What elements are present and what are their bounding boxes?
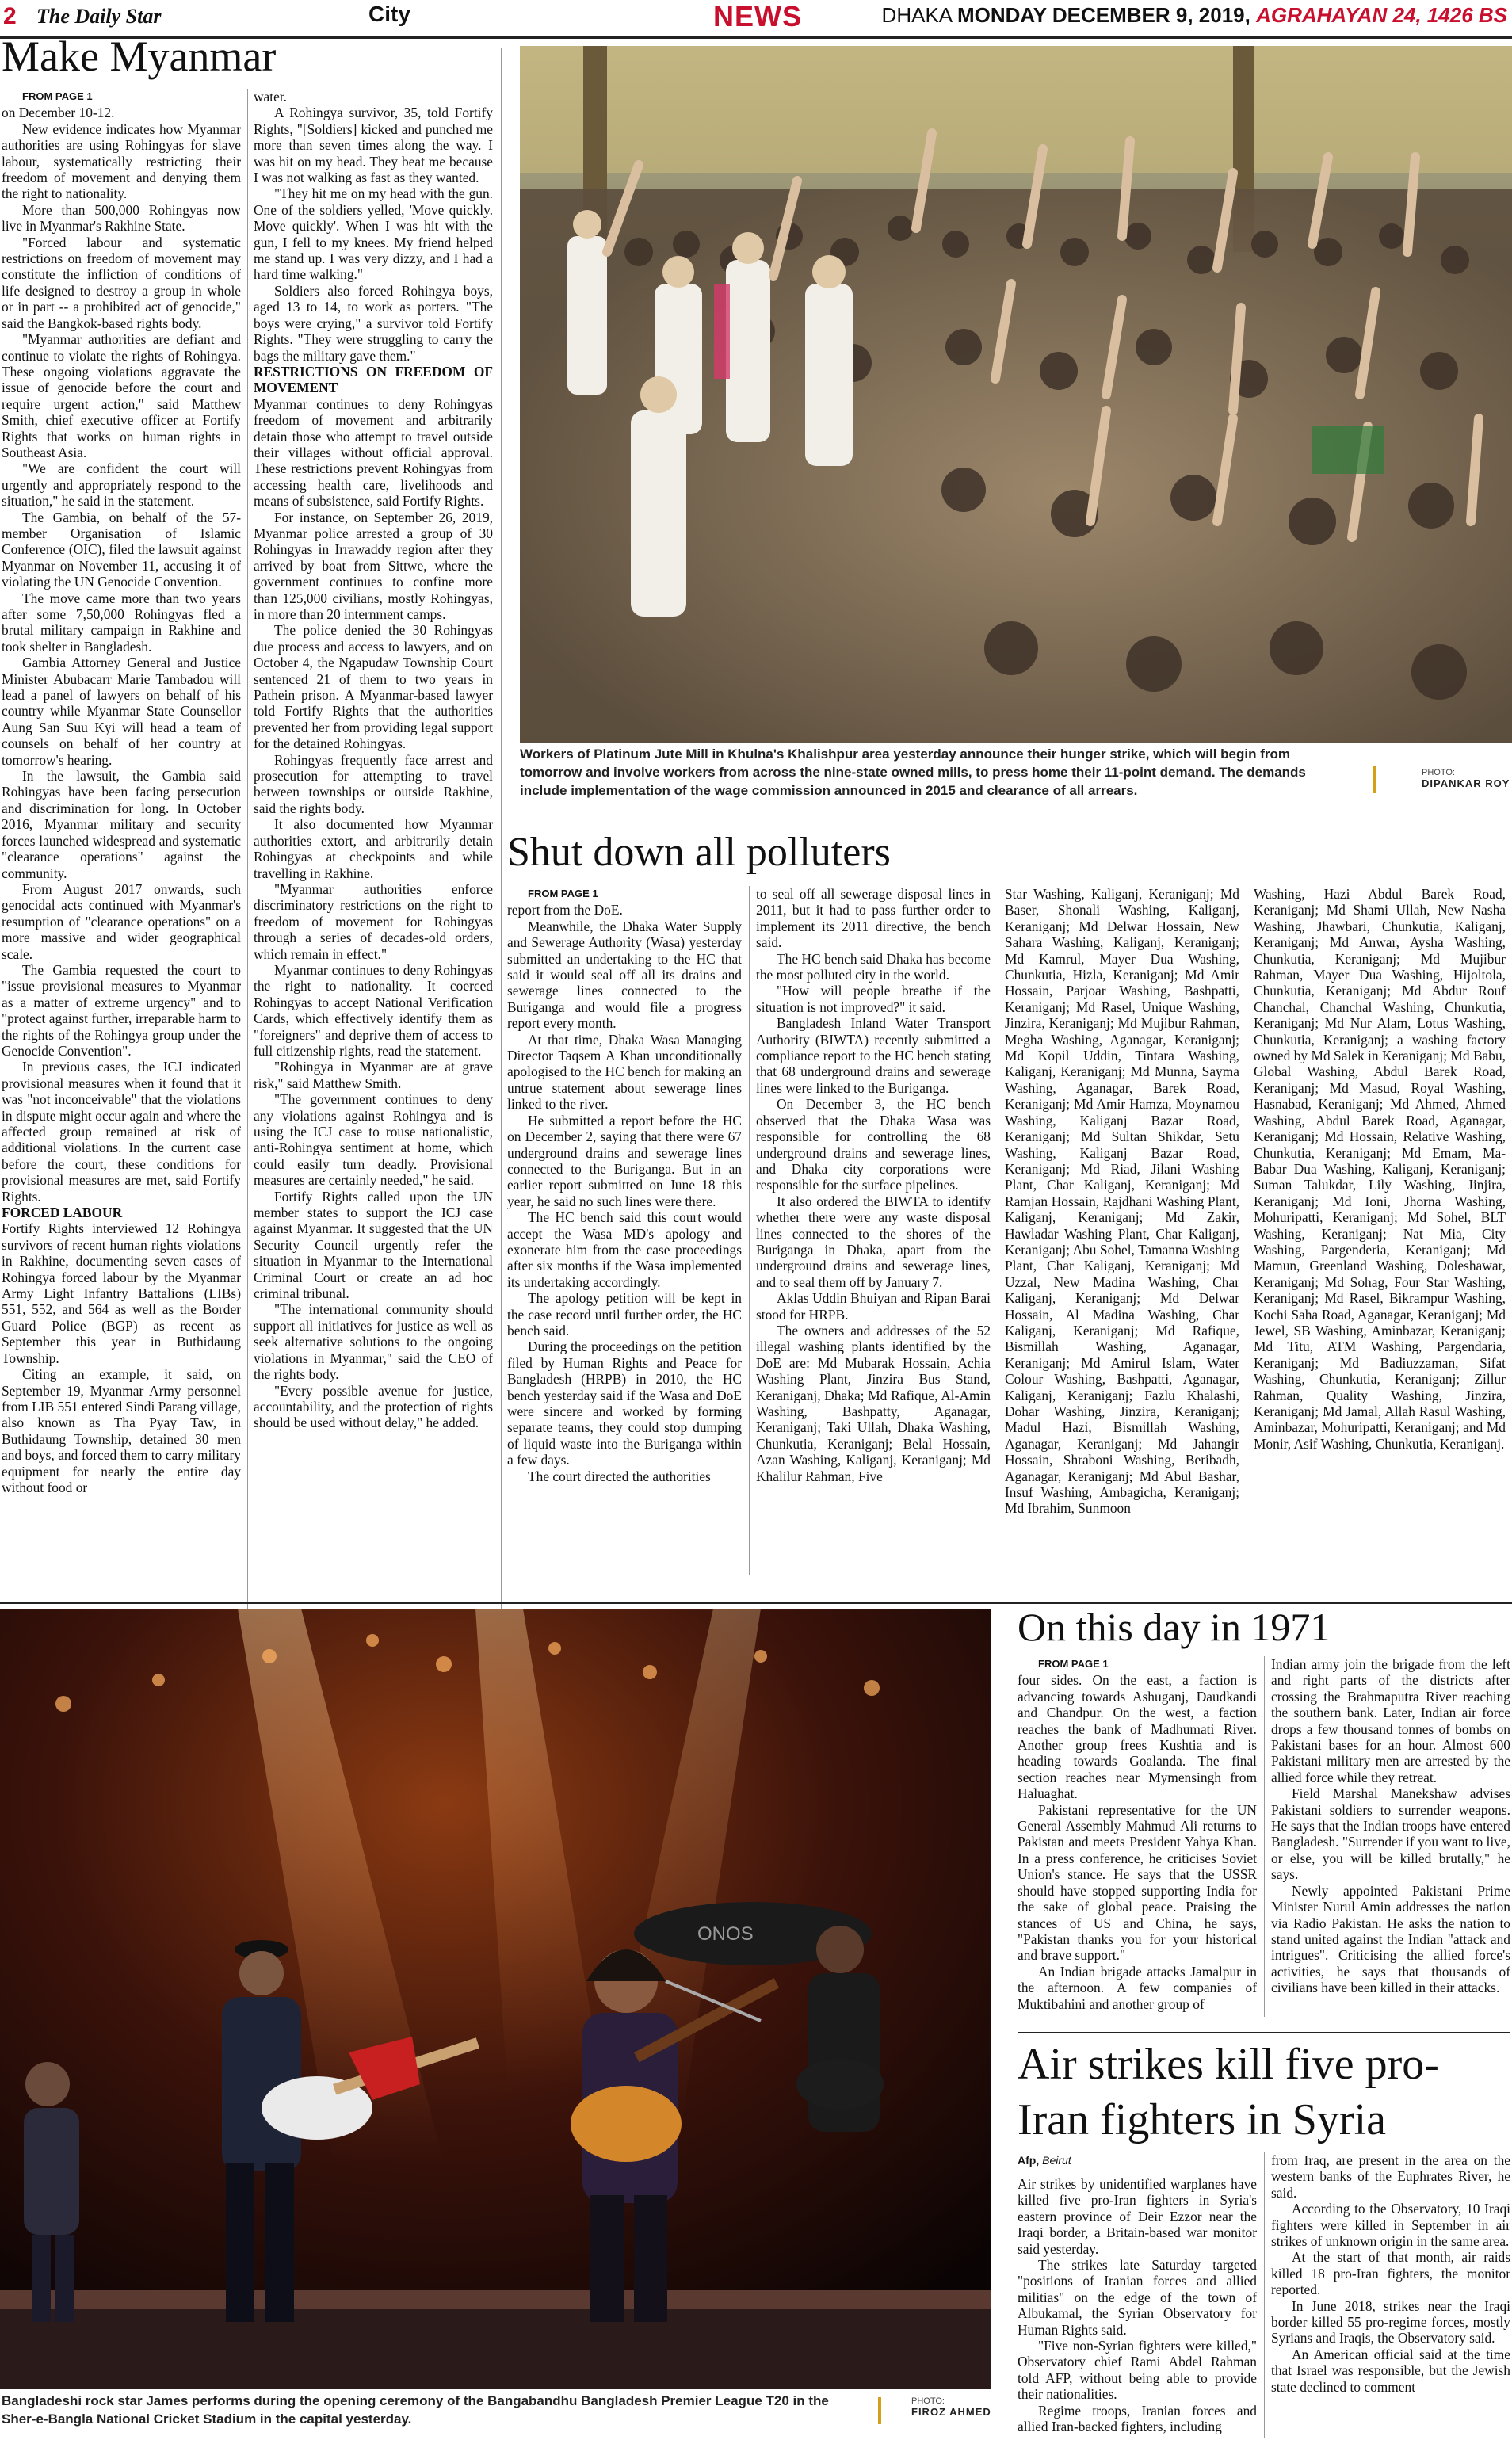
paragraph: On December 3, the HC bench observed that the Dhaka Wasa was responsible for controlling the 68 underground drains and sewerage lines, and Dhaka city corporations were responsible for the surface pipelines. [756,1096,991,1193]
credit-label: PHOTO: [1422,768,1455,777]
column-rule [749,886,750,1575]
syria-byline [1018,2154,1071,2167]
column-rule [1264,2152,1265,2438]
polluters-column-4 [1254,886,1506,1579]
paragraph: Aklas Uddin Bhuiyan and Ripan Barai stood for HRPB. [756,1290,991,1323]
paragraph: Citing an example, it said, on September 19, Myanmar Army personnel from LIB 551 entered Sindi Parang village, also known as Tha Pyay Taw, in Buthidaung Township, detained 30 men and boys, and forced them to carry military equipment for nearly the entire day without food or [2,1366,241,1495]
syria-column-1 [1018,2176,1257,2438]
paragraph: An American official said at the time that Israel was responsible, but the Jewish state declined to comment [1271,2346,1510,2395]
paragraph: Pakistani representative for the UN General Assembly Mahmud Ali returns to Pakistan and meets President Yahya Khan. In a press conference, he criticises Soviet Union's stance. He says that the USSR should have stopped supporting India for the sake of global peace. Praising the stances of US and China, he says, "Pakistan thanks you for your historical and brave support." [1018,1801,1257,1964]
paragraph: The Gambia requested the court to "issue provisional measures to Myanmar as a matter of extreme urgency" and to "protect against further, irreparable harm to the rights of the Rohingya group under the Genocide Convention". [2,961,241,1059]
dateline-city: DHAKA [881,3,952,27]
paragraph: "Myanmar authorities are defiant and continue to violate the rights of Rohingya. These ongoing violations aggravate the issue of genocide before the court and require urgent action," said Matthew Smith, chief executive officer at Fortify Rights that works on human rights in Southeast Asia. [2,331,241,460]
paragraph: For instance, on September 26, 2019, Myanmar police arrested a group of 30 Rohingyas in Irrawaddy region after they arrived by boat from Sittwe, where the government continues to confine more than 125,000 civilians, mostly Rohingyas, in more than 20 internment camps. [254,509,493,622]
page-number: 2 [3,3,17,29]
paragraph: Fortify Rights called upon the UN member states to support the ICJ case against Myanmar. It suggested that the UN Security Council urgently refer the situation in Myanmar to the International Criminal Court or create an ad hoc criminal tribunal. [254,1188,493,1302]
photo-credit [911,2396,991,2419]
syria-headline [1018,2037,1439,2148]
paragraph: A Rohingya survivor, 35, told Fortify Rights, "[Soldiers] kicked and punched me more than seven times along the way. I was hit on my head. They beat me because I was not walking as fast as they wanted. [254,105,493,186]
paragraph: The HC bench said this court would accept the Wasa MD's apology and exonerate him from the case proceedings after six months if the Wasa implemented its undertaking accordingly. [507,1209,742,1290]
paragraph: "The government continues to deny any violations against Rohingya and is using the ICJ case to rouse nationalistic, anti-Rohingya sentiment at home, which could easily turn deadly. Provisional measures are certainly needed," he said. [254,1091,493,1189]
paragraph: Meanwhile, the Dhaka Water Supply and Sewerage Authority (Wasa) yesterday submitted an undertaking to the HC that said it would seal off all its drains and sewerage lines connected to the Buriganga and would file a progress report every month. [507,918,742,1032]
masthead-logo: The Daily Star [36,5,162,28]
paragraph: Myanmar continues to deny Rohingyas freedom of movement and arbitrarily detain those who attempt to travel outside their villages without official approval. These restrictions prevent Rohingyas from accessing health care, livelihoods and means of subsistence, said Fortify Rights. [254,395,493,510]
polluters-column-1 [507,886,742,1579]
paragraph: "Five non-Syrian fighters were killed," Observatory chief Rami Abdel Rahman told AFP, without being able to provide their nationalities. [1018,2338,1257,2403]
byline-agency: Afp, [1018,2154,1040,2167]
paragraph: Air strikes by unidentified warplanes have killed five pro-Iran fighters in Syria's eastern province of Deir Ezzor near the Iraqi border, a Britain-based war monitor said yesterday. [1018,2176,1257,2257]
paragraph: It also ordered the BIWTA to identify whether there were any waste disposal lines connected to the shores of the Buriganga in Dhaka, apart from the underground drains and sewerage lines, and to seal them off by January 7. [756,1193,991,1290]
paragraph: "Every possible avenue for justice, accountability, and the protection of rights should be used without delay," he added. [254,1382,493,1431]
paragraph: "Rohingya in Myanmar are at grave risk," said Matthew Smith. [254,1059,493,1091]
paragraph: In the lawsuit, the Gambia said Rohingyas have been facing persecution and discrimination for long. In October 2016, Myanmar military and security forces launched widespread and systematic "clearance operations" against the community. [2,768,241,881]
polluters-headline: Shut down all polluters [507,830,891,875]
paragraph: Field Marshal Manekshaw advises Pakistani soldiers to surrender weapons. He says that the Indian troops have entered Bangladesh. "Surrender if you want to live, or else, you will be killed brutally," he says. [1271,1785,1510,1883]
concert-photo [0,1609,991,2389]
dateline [882,3,1507,28]
column-rule [1264,1656,1265,2017]
paragraph: The Gambia, on behalf of the 57-member Organisation of Islamic Conference (OIC), filed the lawsuit against Myanmar on November 11, accusing it of violating the UN Genocide Convention. [2,509,241,590]
byline-place: Beirut [1042,2154,1071,2167]
paragraph: An Indian brigade attacks Jamalpur in the afternoon. A few companies of Muktibahini and another group of [1018,1963,1257,2012]
paragraph: to seal off all sewerage disposal lines in 2011, but it had to pass further order to implement its 2011 directive, the bench said. [756,886,991,951]
news-label: NEWS [713,0,802,32]
paragraph: Washing, Hazi Abdul Barek Road, Keraniganj; Md Shami Ullah, New Nasha Washing, Jhawbari, Chunkutia, Kaliganj, Keraniganj; Md Anwar, Aysha Washing, Chunkutia, Keraniganj; Md Mujibur Rahman, Mayer Dua Washing, Hijoltola, Chunkutia, Keraniganj; Md Abdur Rouf Chanchal, Chanchal Washing, Chunkutia, Keraniganj; Md Nur Alam, Lotus Washing, Chunkutia, Keraniganj; a washing factory owned by Md Salek in Keraniganj; Md Babu, Global Washing, Abdul Barek Road, Keraniganj; Md Masud, Royal Washing, Hasnabad, Keraniganj; Md Ahmed, Ahmed Washing, Abdul Barek Road, Aganagar, Keraniganj; Md Hossain, Relative Washing, Chunkutia, Keraniganj; Md Emam, Ma-Babar Dua Washing, Kaliganj, Keraniganj; Suman Talukdar, Lily Washing, Jinjira, Keraniganj; Md Ioni, Jhorna Washing, Mohuripatti, Keraniganj; Md Sohel, BLT Washing, Keraniganj; Nat Mia, City Washing, Pargenderia, Keraniganj; Md Mamun, Greenland Washing, Doleshawar, Keraniganj; Md Sohag, Four Star Washing, Keraniganj; Md Rasel, Bikrampur Washing, Kochi Saha Road, Aganagar, Keraniganj; Md Jewel, SB Washing, Aminbazar, Keraniganj; Md Titu, ATM Washing, Pargendaria, Keraniganj; Md Badiuzzaman, Sifat Washing, Chunkutia, Keraniganj; Zillur Rahman, Quality Washing, Jinzira, Keraniganj; Md Jamal, Allah Rasul Washing, Aminbazar, Mohuripatti, Keraniganj; and Md Monir, Asif Washing, Chunkutia, Keraniganj. [1254,886,1506,1452]
paragraph: The owners and addresses of the 52 illegal washing plants identified by the DoE are: Md Mubarak Hossain, Achia Washing Plant, Jinzira Bus Stand, Keraniganj, Dhaka; Md Rafique, Al-Amin Washing, Bashpatty, Aganagar, Keraniganj; Taki Ullah, Dhaka Washing, Chunkutia, Keraniganj; Belal Hossain, Azan Washing, Kaliganj, Keraniganj; Md Khalilur Rahman, Five [756,1322,991,1484]
paragraph: During the proceedings on the petition filed by Human Rights and Peace for Bangladesh (HRPB) in 2010, the HC bench yesterday said if the Wasa and DoE were sincere and worked by forming separate teams, they could stop dumping of liquid waste into the Buriganga within a few days. [507,1338,742,1468]
paragraph: from Iraq, are present in the area on the western banks of the Euphrates River, he said. [1271,2152,1510,2201]
paragraph: Soldiers also forced Rohingya boys, aged 13 to 14, to work as porters. "The boys were crying," a survivor told Fortify Rights. "They were struggling to carry the bags the military gave them." [254,282,493,364]
drum-brand-text: ONOS [697,1923,754,1945]
paragraph: Myanmar continues to deny Rohingyas the right to nationality. It coerced Rohingyas to accept National Verification Cards, which effectively identify them as "foreigners" and deprive them of access to full citizenship rights, read the statement. [254,961,493,1059]
syria-column-2 [1271,2152,1510,2438]
paragraph: four sides. On the east, a faction is advancing towards Ashuganj, Daudkandi and Chandpur. On the west, a faction reaches the bank of Madhumati River. Another group frees Kushtia and is heading towards Goalanda. The final section reaches near Mymensingh from Haluaghat. [1018,1672,1257,1802]
paragraph: "They hit me on my head with the gun. One of the soldiers yelled, 'Move quickly. Move quickly'. When I was hit with the gun, I fell to my knees. My friend helped me stand up. I was very dizzy, and I had a hard time walking." [254,185,493,283]
paragraph: water. [254,89,288,105]
syria-headline-line-2: Iran fighters in Syria [1018,2095,1386,2144]
polluters-column-2 [756,886,991,1579]
dateline-date: MONDAY DECEMBER 9, 2019, [956,3,1250,27]
paragraph: He submitted a report before the HC on December 2, saying that there were 67 underground drains and sewerage lines connected to the Buriganga. But in an earlier report submitted on June 18 this year, he said no such lines were there. [507,1112,742,1209]
subheading: RESTRICTIONS ON FREEDOM OF MOVEMENT [254,363,493,396]
paragraph: Newly appointed Pakistani Prime Minister Nurul Amin addresses the nation via Radio Pakistan. He asks the nation to stand united against the Indian "attack and intrigues". Criticising the allied force's activities, he says that thousands of civilians have been killed in their attacks. [1271,1882,1510,1996]
paragraph: report from the DoE. [507,902,623,918]
dateline-bangla: AGRAHAYAN 24, 1426 BS [1256,3,1507,27]
paragraph: on December 10-12. [2,105,115,121]
paragraph: Indian army join the brigade from the left and right parts of the districts after crossing the Brahmaputra River reaching the southern bank. Later, Indian air force drops a few thousand tonnes of bombs on Pakistani bases for an hour. Almost 600 Pakistani military men are arrested by the allied force while they retreat. [1271,1656,1510,1785]
concert-photo-caption: Bangladeshi rock star James performs during the opening ceremony of the Bangabandhu Bangladesh Premier League T20 in the Sher-e-Bangla National Cricket Stadium in the capital yesterday. [2,2393,829,2427]
paragraph: "How will people breathe if the situation is not improved?" it said. [756,983,991,1015]
paragraph: Regime troops, Iranian forces and allied Iran-backed fighters, including [1018,2402,1257,2435]
paragraph: In previous cases, the ICJ indicated provisional measures when it found that it was "not inconceivable" that the violations in dispute might occur again and where the affected group remained at risk of additional violations. In the current case before the court, these conditions for provisional measures are met, said Fortify Rights. [2,1059,241,1205]
onthisday-headline: On this day in 1971 [1018,1605,1331,1649]
from-page-label: FROM PAGE 1 [1038,1658,1109,1670]
paragraph: Rohingyas frequently face arrest and prosecution for attempting to travel between townships or outside Rakhine, said the rights body. [254,751,493,816]
paragraph: The apology petition will be kept in the case record until further order, the HC bench said. [507,1290,742,1338]
column-rule [247,89,248,1666]
paragraph: "Myanmar authorities enforce discriminatory restrictions on the right to freedom of movement for Rohingyas through a series of decades-old orders, which remain in effect." [254,880,493,962]
credit-label: PHOTO: [911,2396,945,2406]
paragraph: From August 2017 onwards, such genocidal acts continued with Myanmar's resumption of "clearance operations" on a more massive and wider geographical scale. [2,880,241,962]
paragraph: It also documented how Myanmar authorities extort, and arbitrarily detain Rohingyas at checkpoints and while travelling in Rakhine. [254,816,493,881]
myanmar-headline: Make Myanmar [2,32,277,80]
jute-workers-photo [520,46,1512,743]
paragraph: "We are confident the court will urgently and appropriately respond to the situation," he said in the statement. [2,460,241,510]
paragraph: New evidence indicates how Myanmar authorities are using Rohingyas for slave labour, systematically restricting their freedom of movement and denying them the right to nationality. [2,120,241,202]
paragraph: The court directed the authorities [528,1468,711,1484]
subheading: FORCED LABOUR [2,1205,123,1221]
paragraph: Star Washing, Kaliganj, Keraniganj; Md Baser, Shonali Washing, Kaliganj, Keraniganj; Md Delwar Hossain, New Sahara Washing, Kaliganj, Keraniganj; Md Kamrul, Mayer Dua Washing, Chunkutia, Hizla, Keraniganj; Md Amir Hossain, Parjoar Washing, Bashpatti, Keraniganj; Md Rasel, Unique Washing, Jinzira, Keraniganj; Md Mujibur Rahman, Megha Washing, Aganagar, Keraniganj; Md Kopil Uddin, Tintara Washing, Kaliganj, Keraniganj; Md Munna, Sayma Washing, Aganagar, Barek Road, Keraniganj; Md Amir Hamza, Moynamou Washing, Kaliganj Bazar Road, Keraniganj; Md Sultan Shikdar, Setu Washing, Kaliganj Bazar Road, Keraniganj; Md Riad, Jilani Washing Plant, Char Kaliganj, Keraniganj; Md Ramjan Hossain, Rajdhani Washing Plant, Kaliganj, Keraniganj; Md Zakir, Hawladar Washing Plant, Char Kaliganj, Keraniganj; Abu Sohel, Tamanna Washing Plant, Char Kaliganj, Keraniganj; Md Uzzal, New Madina Washing, Char Kaliganj, Keraniganj; Md Delwar Hossain, Al Madina Washing, Char Kaliganj, Keraniganj; Md Rafique, Bismillah Washing, Aganagar, Keraniganj; Md Amirul Islam, Water Colour Washing, Bashpatti, Aganagar, Kaliganj, Keraniganj; Fazlu Khalashi, Dohar Washing, Jinzira, Keraniganj; Madul Hazi, Bismillah Washing, Aganagar, Keraniganj; Md Jahangir Hossain, Shraboni Washing, Beribadh, Aganagar, Keraniganj; Md Abul Bashar, Insuf Washing, Ambagicha, Keraniganj; Md Ibrahim, Sunmoon [1005,886,1239,1517]
paragraph: "The international community should support all initiatives for justice as well as seek alternative solutions to the ongoing violations in Myanmar," said the CEO of the rights body. [254,1301,493,1383]
myanmar-column-2 [254,89,493,1670]
onthisday-column-2 [1271,1656,1510,2021]
paragraph: The strikes late Saturday targeted "positions of Iranian forces and allied militias" on the edge of the town of Albukamal, the Syrian Observatory for Human Rights said. [1018,2257,1257,2338]
credit-marker [1373,766,1376,793]
credit-name: DIPANKAR ROY [1422,777,1510,789]
paragraph: "Forced labour and systematic restrictions on freedom of movement may constitute the infliction of conditions of life designed to destroy a group in whole or in part -- a prohibited act of genocide," said the Bangkok-based rights body. [2,234,241,331]
paragraph: More than 500,000 Rohingyas now live in Myanmar's Rakhine State. [2,201,241,235]
paragraph: Gambia Attorney General and Justice Minister Abubacarr Marie Tambadou will lead a panel of lawyers on behalf of his country while Myanmar State Counsellor Aung San Suu Kyi will head a team of counsels on behalf of her country at tomorrow's hearing. [2,655,241,768]
myanmar-column-1 [2,89,241,1670]
credit-marker [878,2397,881,2424]
section-divider [1018,2032,1510,2033]
paragraph: In June 2018, strikes near the Iraqi border killed 55 pro-regime forces, mostly Syrians and Iraqis, the Observatory said. [1271,2297,1510,2346]
paragraph: Fortify Rights interviewed 12 Rohingya survivors of recent human rights violations in Rakhine, documenting seven cases of Rohingya forced labour by the Myanmar Army Light Infantry Battalions (LIBs) 551, 552, and 564 as well as the Border Guard Police (BGP) as recent as September this year in Buthidaung Township. [2,1220,241,1366]
paragraph: Bangladesh Inland Water Transport Authority (BIWTA) recently submitted a compliance report to the HC bench stating that 68 underground drains and sewerage lines were linked to the Buriganga. [756,1015,991,1096]
from-page-label: FROM PAGE 1 [528,888,598,899]
section-label: City [368,2,410,26]
paragraph: The move came more than two years after some 7,50,000 Rohingyas fled a brutal military campaign in Rakhine and took shelter in Bangladesh. [2,590,241,655]
paragraph: At that time, Dhaka Wasa Managing Director Taqsem A Khan unconditionally apologised to the HC bench for making an untrue statement about sewerage lines linked to the river. [507,1031,742,1113]
credit-name: FIROZ AHMED [911,2406,991,2418]
photo-credit [1422,767,1510,790]
paragraph: The HC bench said Dhaka has become the most polluted city in the world. [756,950,991,983]
polluters-column-3 [1005,886,1239,1579]
column-rule [501,48,502,1672]
onthisday-column-1 [1018,1656,1257,2021]
jute-photo-caption: Workers of Platinum Jute Mill in Khulna's Khalishpur area yesterday announce their hunger strike, which will begin from tomorrow and involve workers from across the nine-state owned mills, to press home their 11-point demand. The demands include implementation of the wage commission announced in 2015 and clearance of all arrears. [520,747,1306,798]
syria-headline-line-1: Air strikes kill five pro- [1018,2040,1439,2089]
paragraph: According to the Observatory, 10 Iraqi fighters were killed in September in air strikes of unknown origin in the same area. [1271,2201,1510,2250]
paragraph: At the start of that month, air raids killed 18 pro-Iran fighters, the monitor reported. [1271,2249,1510,2298]
from-page-label: FROM PAGE 1 [22,90,93,102]
paragraph: The police denied the 30 Rohingyas due process and access to lawyers, and on October 4, the Ngapudaw Township Court sentenced 21 of them to two years in Pathein prison. A Myanmar-based lawyer told Fortify Rights that the authorities prevented her from providing legal support for the detained Rohingyas. [254,622,493,752]
